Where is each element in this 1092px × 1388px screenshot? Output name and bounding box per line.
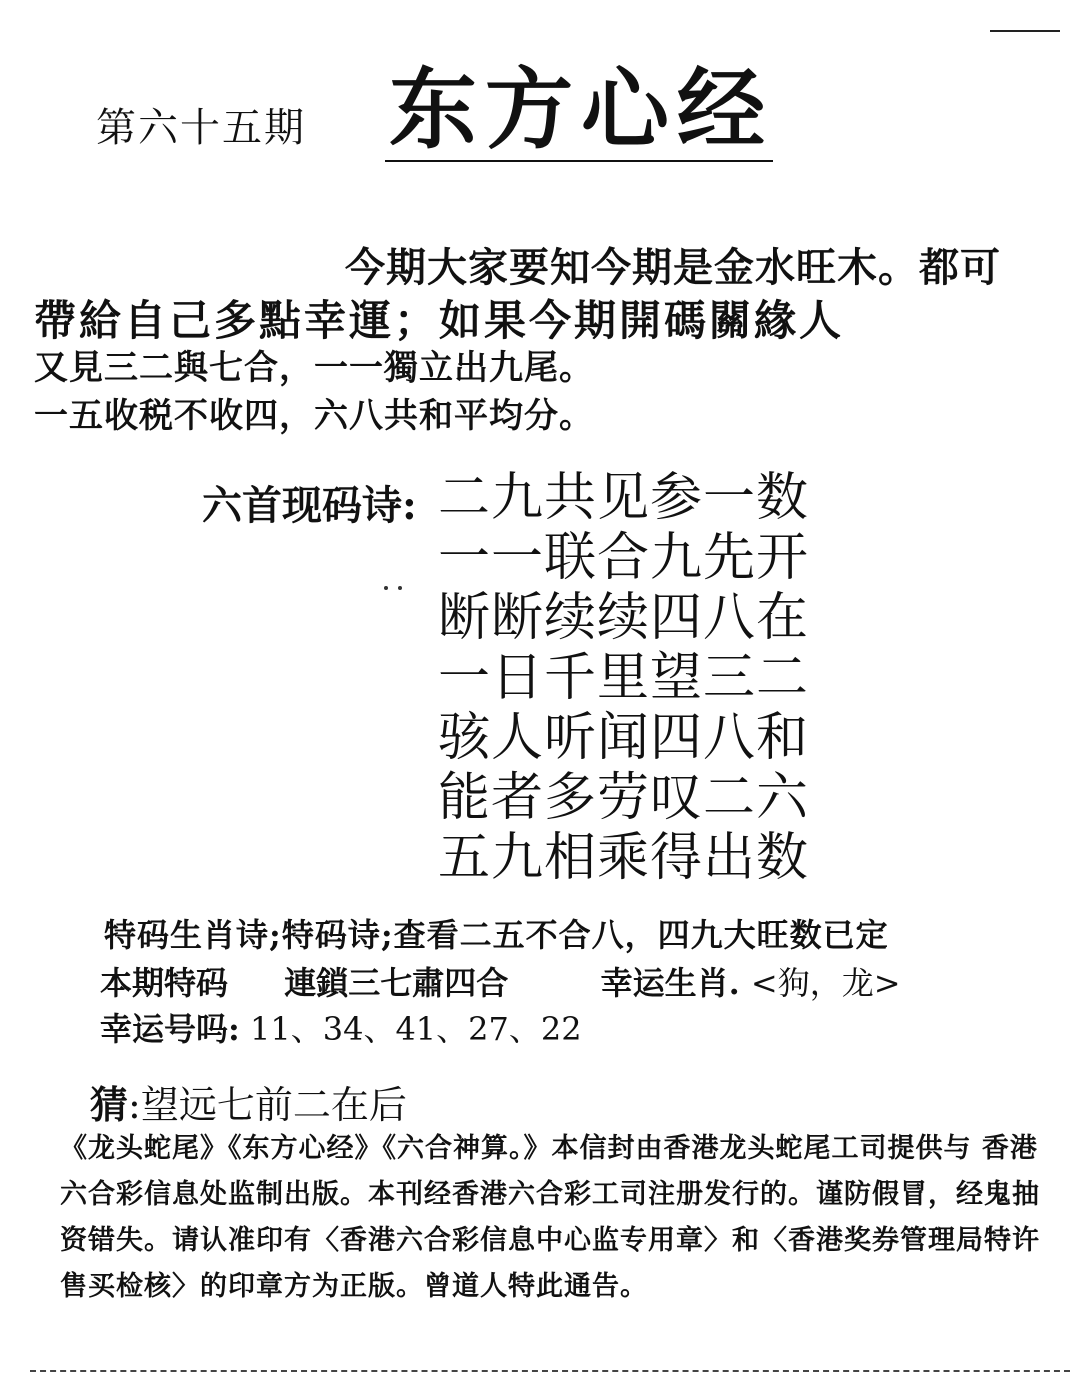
lucky-row [100,1004,582,1050]
poem-label: 六首现码诗: [202,482,417,529]
poem-line: 二九共见参一数 [438,468,810,528]
intro-line-2: 帶給自己多點幸運；如果今期開碼關緣人 [34,296,845,345]
period-row [100,958,901,1004]
guess-row [90,1074,407,1129]
guess-text: :望远七前二在后 [128,1083,407,1127]
footer-notice: 《龙头蛇尾》《东方心经》《六合神算。》本信封由香港龙头蛇尾工司提供与 香港六合彩信息处监制出版。本刊经香港六合彩工司注册发行的。谨防假冒，经鬼抽资错失。请认准印有〈香港六合彩信息中心监专用章〉和〈香港奖券管理局特许售买检核〉的印章方为正版。曾道人特此通告。 [60,1133,1040,1302]
zodiac-label: 幸运生肖. [600,964,740,1002]
lucky-label: 幸运号吗: [100,1010,240,1048]
guess-label: 猜 [90,1082,129,1127]
poem-line: 断断续续四八在 [438,588,810,648]
intro-line-4: 一五收税不收四，六八共和平均分。 [34,396,594,436]
speck [384,586,388,590]
period-label: 本期特码 [100,964,229,1002]
poem-line: 能者多劳叹二六 [438,768,810,828]
period-value: 連鎖三七肅四合 [284,964,509,1002]
poem-line: 骇人听闻四八和 [438,708,810,768]
zodiac-value: <狗，龙> [750,964,901,1002]
speck [398,586,402,590]
poem-line: 一日千里望三二 [438,648,810,708]
special-poem-line: 特码生肖诗;特码诗;查看二五不合八，四九大旺数已定 [104,916,889,954]
top-rule [990,30,1060,32]
poem-line: 五九相乘得出数 [438,828,810,888]
poem-block [438,468,809,888]
intro-line-3: 又見三二與七合，一一獨立出九尾。 [34,348,594,388]
poem-line: 一一联合九先开 [438,528,810,588]
bottom-rule [30,1370,1070,1372]
page-title: 东方心经 [385,60,773,162]
intro-line-1: 今期大家要知今期是金水旺木。都可 [345,244,1001,291]
lucky-numbers: 11、34、41、27、22 [250,1010,582,1048]
issue-label: 第六十五期 [96,105,306,151]
